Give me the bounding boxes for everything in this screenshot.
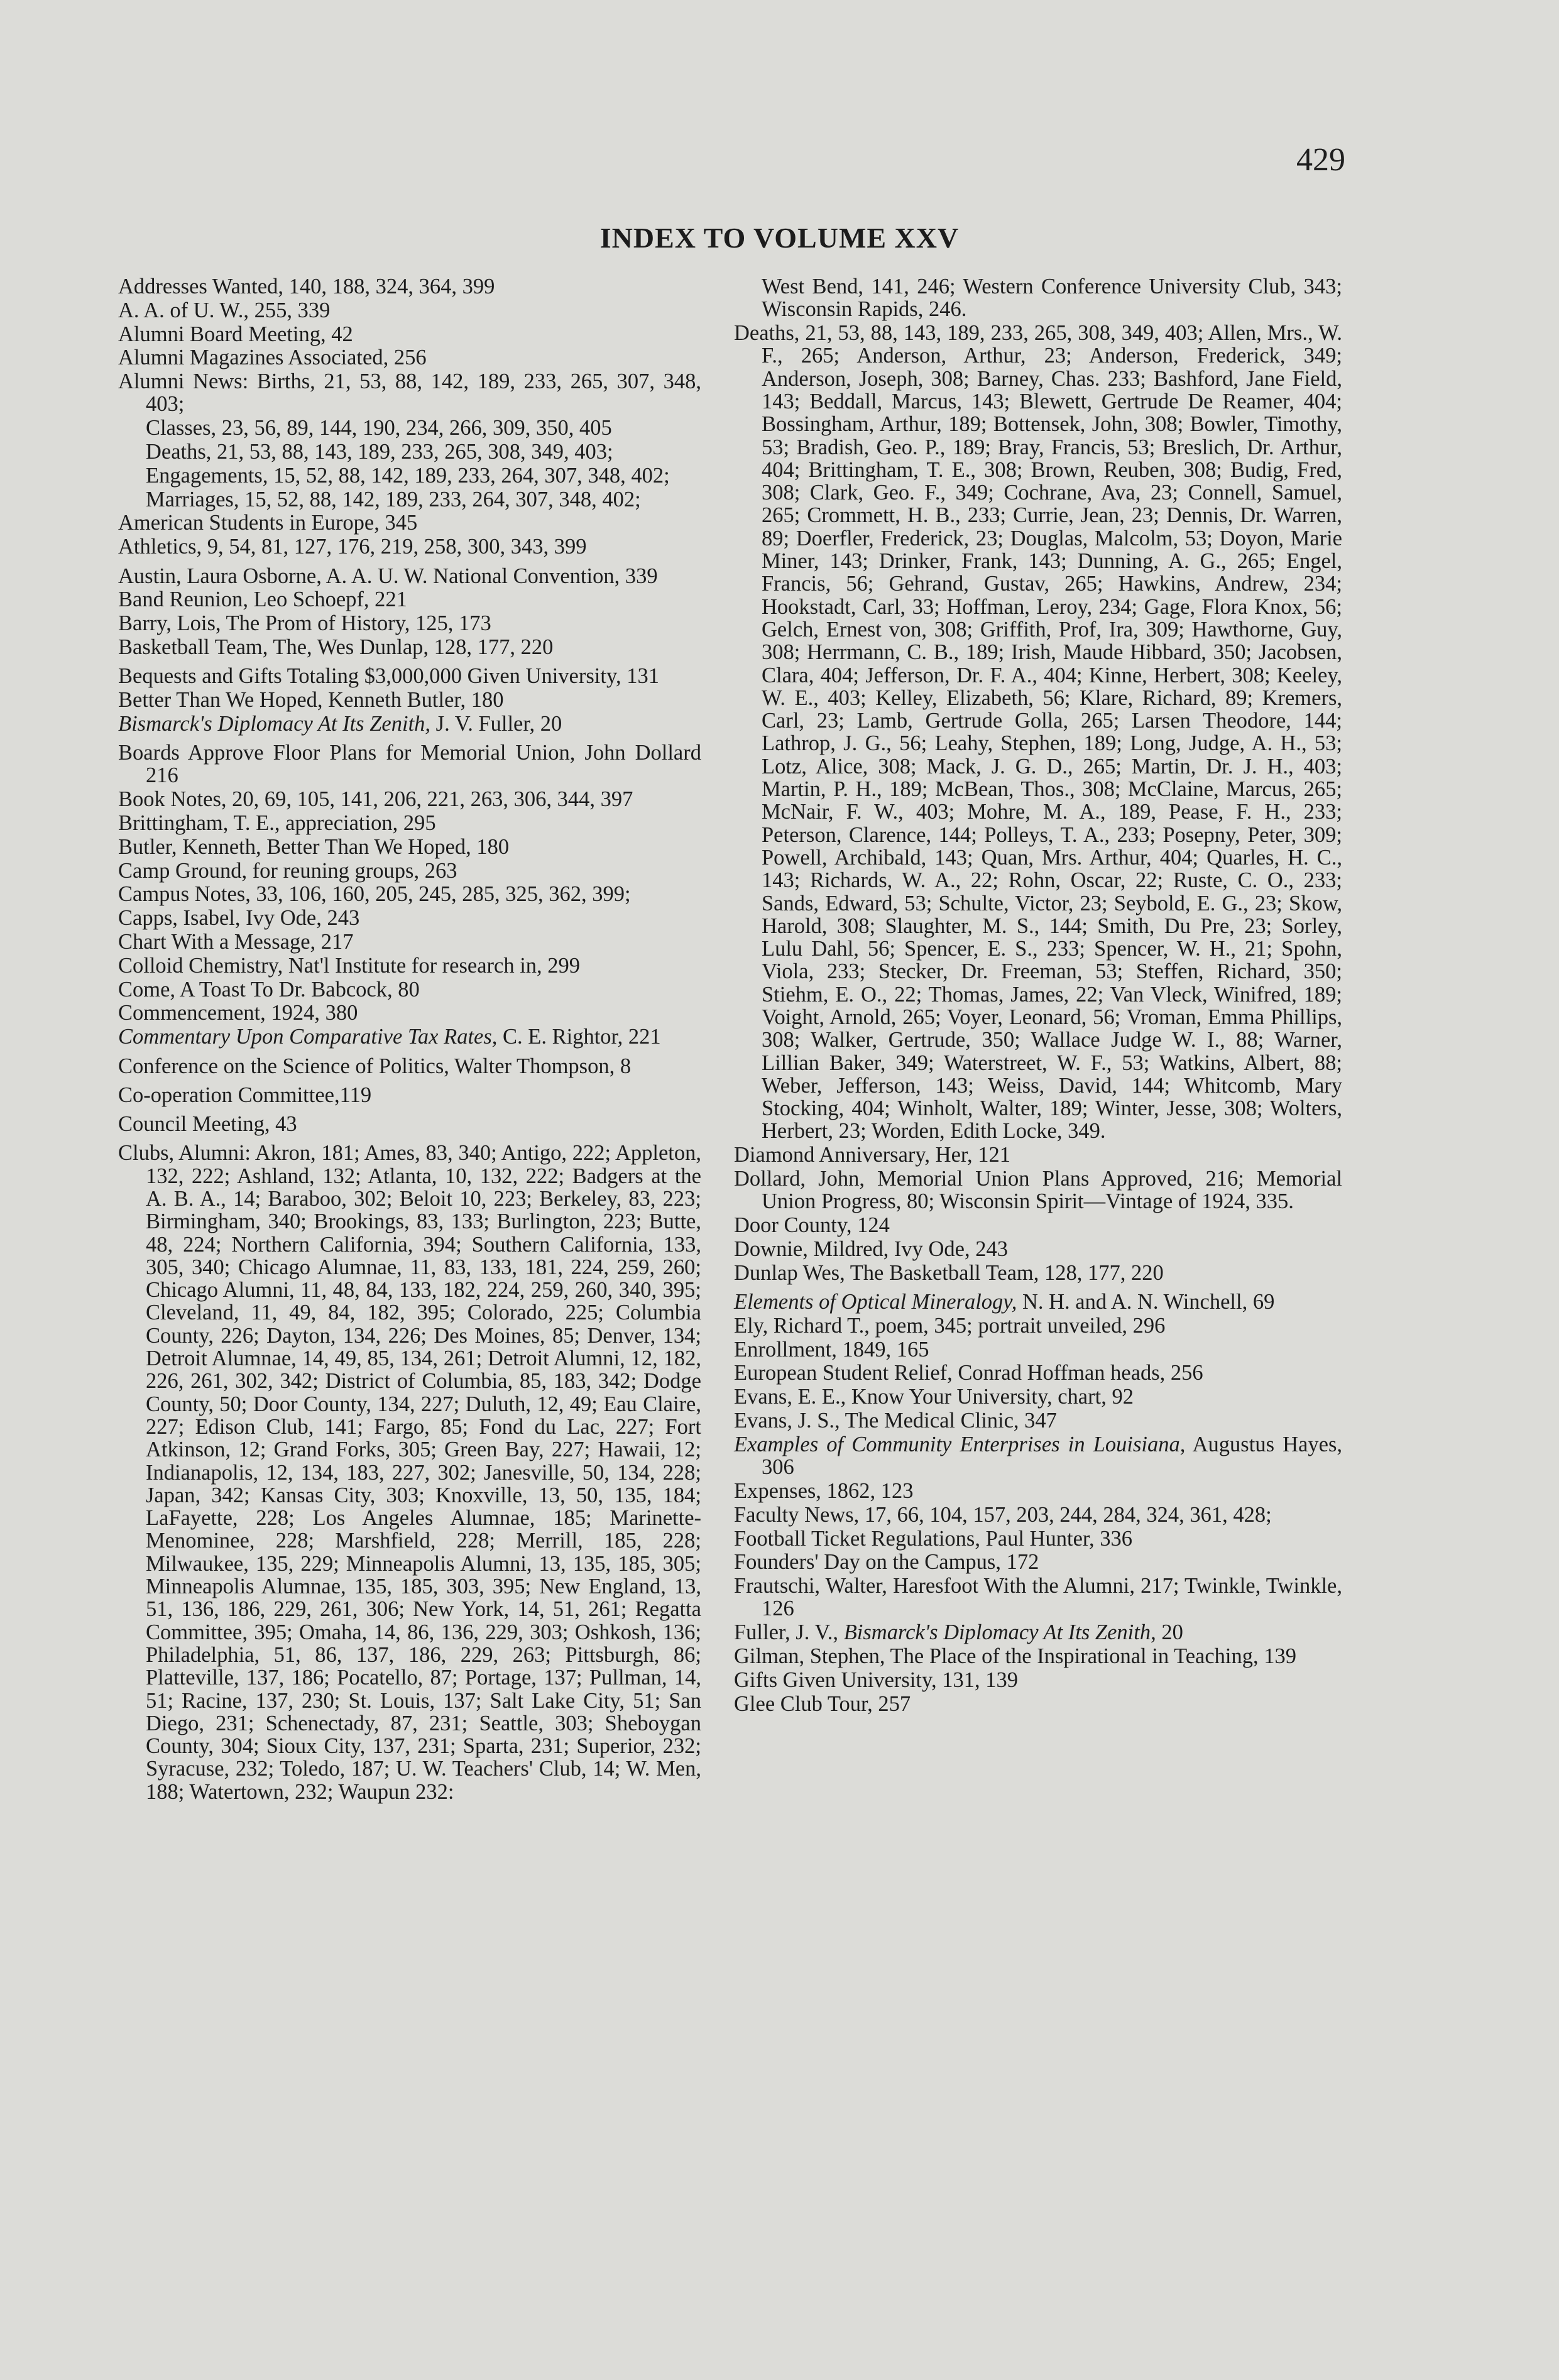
- index-entry-text: Council Meeting, 43: [118, 1112, 297, 1137]
- index-entry: [118, 588, 701, 611]
- index-entry: [734, 1385, 1342, 1408]
- index-entry: [734, 1551, 1342, 1573]
- index-entry-text: Gilman, Stephen, The Place of the Inspirational in Teaching, 139: [734, 1644, 1297, 1669]
- index-entry-text: Co-operation Committee,119: [118, 1083, 372, 1107]
- index-entry: [118, 665, 701, 687]
- index-entry: [734, 1693, 1342, 1715]
- index-entry-text: Founders' Day on the Campus, 172: [734, 1550, 1039, 1575]
- index-entry: [118, 1055, 701, 1078]
- index-entry-text: Bequests and Gifts Totaling $3,000,000 Given University, 131: [118, 664, 659, 689]
- index-entry-text: European Student Relief, Conrad Hoffman heads, 256: [734, 1361, 1203, 1385]
- index-entry-text: Camp Ground, for reuning groups, 263: [118, 858, 457, 883]
- index-entry-text: Athletics, 9, 54, 81, 127, 176, 219, 258, 300, 343, 399: [118, 535, 587, 559]
- index-entry-text: Engagements, 15, 52, 88, 142, 189, 233, 264, 307, 348, 402;: [146, 463, 670, 488]
- index-entry: [118, 1084, 701, 1106]
- index-entry: [734, 322, 1342, 1143]
- index-entry: [734, 1291, 1342, 1313]
- index-entry: [734, 1338, 1342, 1361]
- index-entry-text: Austin, Laura Osborne, A. A. U. W. National Convention, 339: [118, 564, 658, 588]
- index-entry: [118, 1025, 701, 1048]
- index-entry: [734, 1433, 1342, 1479]
- index-entry-text: Expenses, 1862, 123: [734, 1478, 914, 1503]
- index-entry: [734, 1214, 1342, 1236]
- index-entry-text: Commencement, 1924, 380: [118, 1001, 358, 1025]
- index-entry-text: Barry, Lois, The Prom of History, 125, 173: [118, 611, 491, 636]
- index-entry: [118, 931, 701, 953]
- index-column-right: [734, 275, 1342, 1716]
- index-entry-italic-title: Commentary Upon Comparative Tax Rates,: [118, 1025, 498, 1049]
- index-entry: [118, 612, 701, 635]
- index-entry: [734, 1238, 1342, 1260]
- index-entry: [118, 954, 701, 977]
- index-entry: [118, 440, 701, 463]
- index-entry-text: Ely, Richard T., poem, 345; portrait unveiled, 296: [734, 1313, 1166, 1338]
- index-entry: [118, 836, 701, 858]
- index-entry: [118, 636, 701, 658]
- index-entry-text: Frautschi, Walter, Haresfoot With the Alumni, 217; Twinkle, Twinkle, 126: [734, 1574, 1342, 1621]
- index-entry-text: J. V. Fuller, 20: [430, 711, 562, 736]
- index-entry-text: American Students in Europe, 345: [118, 511, 418, 535]
- index-entry-text: C. E. Rightor, 221: [497, 1025, 661, 1049]
- index-entry: [734, 1409, 1342, 1432]
- index-entry-text: Deaths, 21, 53, 88, 143, 189, 233, 265, 308, 349, 403;: [146, 440, 613, 464]
- page-number: 429: [1296, 142, 1345, 178]
- index-entry-text: Marriages, 15, 52, 88, 142, 189, 233, 264, 307, 348, 402;: [146, 487, 641, 511]
- index-entry: [118, 978, 701, 1001]
- index-entry-text: Conference on the Science of Politics, Walter Thompson, 8: [118, 1054, 632, 1078]
- index-entry-text: Gifts Given University, 131, 139: [734, 1668, 1018, 1692]
- index-entry: [734, 1575, 1342, 1620]
- index-entry: [118, 275, 701, 298]
- index-entry: [118, 346, 701, 369]
- index-entry-italic-title: Bismarck's Diplomacy At Its Zenith,: [118, 711, 431, 736]
- index-entry-text: Capps, Isabel, Ivy Ode, 243: [118, 906, 360, 931]
- index-entry-text: Book Notes, 20, 69, 105, 141, 206, 221, 263, 306, 344, 397: [118, 787, 633, 812]
- index-entry: [734, 1262, 1342, 1284]
- index-entry: [118, 565, 701, 587]
- index-entry: [118, 1142, 701, 1803]
- index-entry: [734, 1645, 1342, 1668]
- index-entry: [118, 488, 701, 511]
- index-entry: [118, 812, 701, 834]
- index-entry-text: 20: [1156, 1620, 1183, 1645]
- index-entry-text: Downie, Mildred, Ivy Ode, 243: [734, 1236, 1008, 1261]
- index-entry-text: Alumni Magazines Associated, 256: [118, 346, 427, 370]
- index-entry-text: N. H. and A. N. Winchell, 69: [1017, 1290, 1275, 1314]
- index-entry-text: Diamond Anniversary, Her, 121: [734, 1143, 1010, 1167]
- index-entry: [734, 1527, 1342, 1550]
- index-entry: [734, 275, 1342, 321]
- index-entry: [118, 788, 701, 811]
- index-entry: [118, 299, 701, 322]
- index-entry: [118, 1002, 701, 1024]
- index-entry-text: West Bend, 141, 246; Western Conference University Club, 343; Wisconsin Rapids, 246.: [762, 275, 1342, 322]
- index-entry-text: Door County, 124: [734, 1213, 890, 1238]
- index-entry-text: Enrollment, 1849, 165: [734, 1337, 929, 1362]
- index-entry: [734, 1504, 1342, 1526]
- index-entry-text: Band Reunion, Leo Schoepf, 221: [118, 587, 407, 612]
- index-entry: [118, 417, 701, 439]
- index-entry-italic-title: Examples of Community Enterprises in Louisiana,: [734, 1432, 1186, 1456]
- index-entry: [118, 323, 701, 346]
- page-title: INDEX TO VOLUME XXV: [599, 222, 960, 254]
- index-entry-text: Football Ticket Regulations, Paul Hunter, 336: [734, 1526, 1132, 1551]
- index-entry: [734, 1362, 1342, 1384]
- index-entry-text: Augustus Hayes, 306: [762, 1432, 1342, 1480]
- index-entry-italic-title: Bismarck's Diplomacy At Its Zenith,: [843, 1620, 1156, 1645]
- index-entry-text: Classes, 23, 56, 89, 144, 190, 234, 266, 309, 350, 405: [146, 416, 612, 440]
- index-entry-text: Deaths, 21, 53, 88, 143, 189, 233, 265, 308, 349, 403; Allen, Mrs., W. F., 265; Anderson, Arthur, 23; Anderson, Frederick, 349; Anderson, Joseph, 308; Barney, Chas. 233; Bashford, Jane Field, 143; Beddall, Marcus, 143; Blewett, Gertrude De Reamer, 404; Bossingham, Arthur, 189; Bottensek, John, 308; Bowler, Timothy, 53; Bradish, Geo. P., 189; Bray, Francis, 53; Breslich, Dr. Arthur, 404; Brittingham, T. E., 308; Brown, Reuben, 308; Budig, Fred, 308; Clark, Geo. F., 349; Cochrane, Ava, 23; Connell, Samuel, 265; Crommett, H. B., 233; Currie, Jean, 23; Dennis, Dr. Warren, 89; Doerfler, Frederick, 23; Douglas, Malcolm, 53; Doyon, Marie Miner, 143; Drinker, Frank, 143; Dunning, A. G., 265; Engel, Francis, 56; Gehrand, Gustav, 265; Hawkins, Andrew, 234; Hookstadt, Carl, 33; Hoffman, Leroy, 234; Gage, Flora Knox, 56; Gelch, Ernest von, 308; Griffith, Prof, Ira, 309; Hawthorne, Guy, 308; Herrmann, C. B., 189; Irish, Maude Hibbard, 350; Jacobsen, Clara, 404; Jefferson, Dr. F. A., 404; Kinne, Herbert, 308; Keeley, W. E., 403; Kelley, Elizabeth, 56; Klare, Richard, 89; Kremers, Carl, 23; Lamb, Gertrude Golla, 265; Larsen Theodore, 144; Lathrop, J. G., 56; Leahy, Stephen, 189; Long, Judge, A. H., 53; Lotz, Alice, 308; Mack, J. G. D., 265; Martin, Dr. J. H., 403; Martin, P. H., 189; McBean, Thos., 308; McClaine, Marcus, 265; McNair, F. W., 403; Mohre, M. A., 189, Pease, F. H., 233; Peterson, Clarence, 144; Polleys, T. A., 233; Posepny, Peter, 309; Powell, Archibald, 143; Quan, Mrs. Arthur, 404; Quarles, H. C., 143; Richards, W. A., 22; Rohn, Oscar, 22; Ruste, C. O., 233; Sands, Edward, 53; Schulte, Victor, 23; Seybold, E. G., 23; Skow, Harold, 308; Slaughter, M. S., 144; Smith, Du Pre, 23; Sorley, Lulu Dahl, 56; Spencer, E. S., 233; Spencer, W. H., 21; Spohn, Viola, 233; Stecker, Dr. Freeman, 53; Steffen, Richard, 350; Stiehm, E. O., 22; Thomas, James, 22; Van Vleck, Winifred, 189; Voight, Arnold, 265; Voyer, Leonard, 56; Vroman, Emma Phillips, 308; Walker, Gertrude, 350; Wallace Judge W. I., 88; Warner, Lillian Baker, 349; Waterstreet, W. F., 53; Watkins, Albert, 88; Weber, Jefferson, 143; Weiss, David, 144; Whitcomb, Mary Stocking, 404; Winholt, Walter, 189; Winter, Jesse, 308; Wolters, Herbert, 23; Worden, Edith Locke, 349.: [734, 321, 1342, 1144]
- index-entry-text: Glee Club Tour, 257: [734, 1691, 911, 1716]
- index-entry-text: Colloid Chemistry, Nat'l Institute for research in, 299: [118, 953, 581, 978]
- index-entry-text: Boards Approve Floor Plans for Memorial Union, John Dollard 216: [118, 741, 701, 788]
- index-entry-text: Chart With a Message, 217: [118, 930, 354, 954]
- index-entry-text: Clubs, Alumni: Akron, 181; Ames, 83, 340; Antigo, 222; Appleton, 132, 222; Ashland, 132; Atlanta, 10, 132, 222; Badgers at the A. B. A., 14; Baraboo, 302; Beloit 10, 223; Berkeley, 83, 223; Birmingham, 340; Brookings, 83, 133; Burlington, 223; Butte, 48, 224; Northern California, 394; Southern California, 133, 305, 340; Chicago Alumnae, 11, 83, 133, 181, 224, 259, 260; Chicago Alumni, 11, 48, 84, 133, 182, 224, 259, 260, 340, 395; Cleveland, 11, 49, 84, 182, 395; Colorado, 225; Columbia County, 226; Dayton, 134, 226; Des Moines, 85; Denver, 134; Detroit Alumnae, 14, 49, 85, 134, 261; Detroit Alumni, 12, 182, 226, 261, 302, 342; District of Columbia, 85, 183, 342; Dodge County, 50; Door County, 134, 227; Duluth, 12, 49; Eau Claire, 227; Edison Club, 141; Fargo, 85; Fond du Lac, 227; Fort Atkinson, 12; Grand Forks, 305; Green Bay, 227; Hawaii, 12; Indianapolis, 12, 134, 183, 227, 302; Janesville, 50, 134, 228; Japan, 342; Kansas City, 303; Knoxville, 13, 50, 135, 184; LaFayette, 228; Los Angeles Alumnae, 185; Marinette-Menominee, 228; Marshfield, 228; Merrill, 185, 228; Milwaukee, 135, 229; Minneapolis Alumni, 13, 135, 185, 305; Minneapolis Alumnae, 135, 185, 303, 395; New England, 13, 51, 136, 186, 229, 261, 306; New York, 14, 51, 261; Regatta Committee, 395; Omaha, 14, 86, 136, 229, 303; Oshkosh, 136; Philadelphia, 51, 86, 137, 186, 229, 263; Pittsburgh, 86; Platteville, 137, 186; Pocatello, 87; Portage, 137; Pullman, 14, 51; Racine, 137, 230; St. Louis, 137; Salt Lake City, 51; San Diego, 231; Schenectady, 87, 231; Seattle, 303; Sheboygan County, 304; Sioux City, 137, 231; Sparta, 231; Superior, 232; Syracuse, 232; Toledo, 187; U. W. Teachers' Club, 14; W. Men, 188; Watertown, 232; Waupun 232:: [118, 1141, 701, 1804]
- index-entry: [118, 741, 701, 787]
- index-entry-text: Fuller, J. V.,: [734, 1620, 844, 1645]
- index-entry-text: Campus Notes, 33, 106, 160, 205, 245, 285, 325, 362, 399;: [118, 882, 631, 907]
- index-entry-text: Alumni Board Meeting, 42: [118, 322, 353, 346]
- index-entry-text: Dunlap Wes, The Basketball Team, 128, 177, 220: [734, 1260, 1164, 1285]
- index-entry: [118, 511, 701, 534]
- index-entry-text: Alumni News: Births, 21, 53, 88, 142, 189, 233, 265, 307, 348, 403;: [118, 369, 701, 417]
- index-entry: [118, 1113, 701, 1135]
- index-column-left: [118, 275, 701, 1804]
- index-entry-text: Evans, E. E., Know Your University, chart, 92: [734, 1385, 1134, 1409]
- index-entry-italic-title: Elements of Optical Mineralogy,: [734, 1290, 1017, 1314]
- index-entry: [118, 712, 701, 735]
- index-entry-text: A. A. of U. W., 255, 339: [118, 298, 331, 322]
- index-entry: [734, 1144, 1342, 1166]
- index-entry: [734, 1167, 1342, 1213]
- index-entry-text: Butler, Kenneth, Better Than We Hoped, 180: [118, 834, 510, 859]
- index-entry: [734, 1621, 1342, 1644]
- index-entry: [118, 535, 701, 558]
- index-entry: [118, 370, 701, 416]
- index-entry-text: Evans, J. S., The Medical Clinic, 347: [734, 1409, 1057, 1433]
- index-entry-text: Faculty News, 17, 66, 104, 157, 203, 244, 284, 324, 361, 428;: [734, 1502, 1272, 1527]
- index-entry: [118, 907, 701, 929]
- index-entry-text: Come, A Toast To Dr. Babcock, 80: [118, 977, 420, 1002]
- index-entry: [734, 1669, 1342, 1691]
- index-entry-text: Dollard, John, Memorial Union Plans Approved, 216; Memorial Union Progress, 80; Wisconsin Spirit—Vintage of 1924, 335.: [734, 1167, 1342, 1214]
- index-entry: [118, 860, 701, 882]
- index-entry: [118, 464, 701, 487]
- index-entry-text: Better Than We Hoped, Kenneth Butler, 180: [118, 688, 504, 712]
- index-entry: [118, 689, 701, 711]
- index-entry: [734, 1314, 1342, 1337]
- index-entry-text: Basketball Team, The, Wes Dunlap, 128, 177, 220: [118, 635, 554, 659]
- index-entry: [734, 1480, 1342, 1502]
- index-entry-text: Brittingham, T. E., appreciation, 295: [118, 811, 436, 836]
- index-entry-text: Addresses Wanted, 140, 188, 324, 364, 399: [118, 275, 495, 298]
- index-entry: [118, 883, 701, 905]
